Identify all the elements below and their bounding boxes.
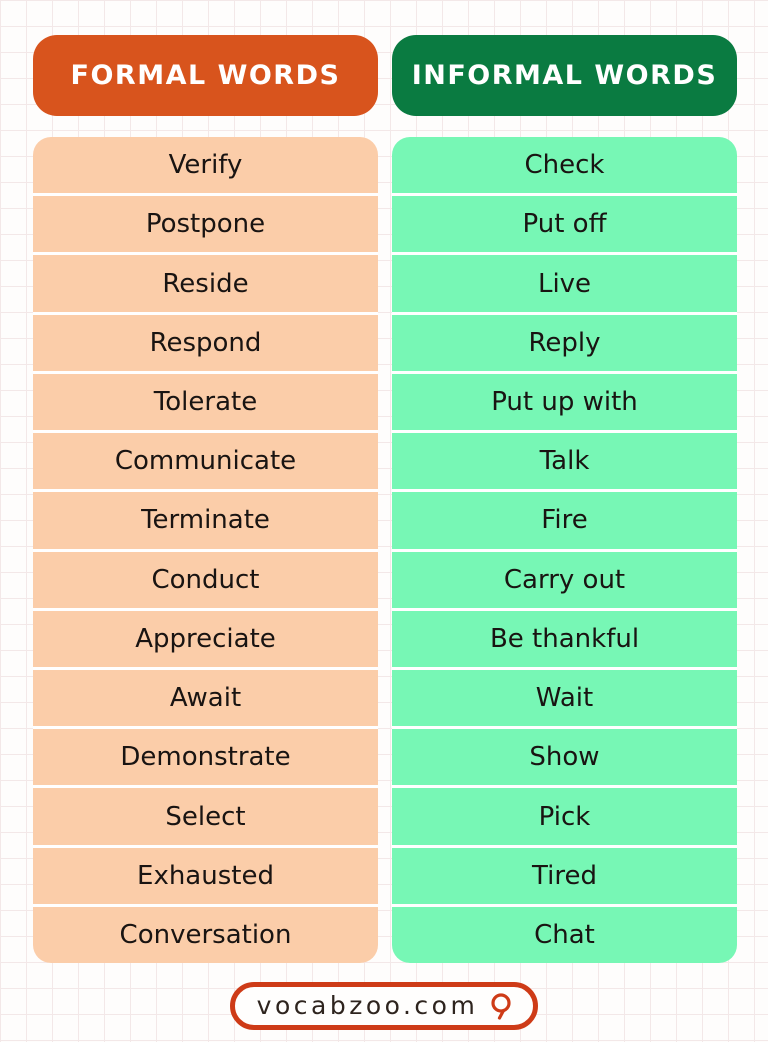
informal-word-cell: Reply bbox=[392, 315, 737, 371]
formal-word-cell: Respond bbox=[33, 315, 378, 371]
informal-words-header: INFORMAL WORDS bbox=[392, 35, 737, 116]
informal-word-cell: Show bbox=[392, 729, 737, 785]
informal-word-cell: Tired bbox=[392, 848, 737, 904]
informal-words-column bbox=[392, 137, 737, 963]
informal-word-cell: Pick bbox=[392, 788, 737, 844]
formal-word-cell: Terminate bbox=[33, 492, 378, 548]
informal-word-cell: Talk bbox=[392, 433, 737, 489]
formal-words-column bbox=[33, 137, 378, 963]
informal-word-cell: Put off bbox=[392, 196, 737, 252]
formal-word-cell: Select bbox=[33, 788, 378, 844]
informal-word-cell: Check bbox=[392, 137, 737, 193]
formal-word-cell: Exhausted bbox=[33, 848, 378, 904]
formal-word-cell: Demonstrate bbox=[33, 729, 378, 785]
formal-words-header: FORMAL WORDS bbox=[33, 35, 378, 116]
informal-word-cell: Fire bbox=[392, 492, 737, 548]
informal-word-cell: Chat bbox=[392, 907, 737, 963]
website-url: vocabzoo.com bbox=[256, 990, 479, 1020]
formal-word-cell: Tolerate bbox=[33, 374, 378, 430]
informal-word-cell: Wait bbox=[392, 670, 737, 726]
formal-word-cell: Await bbox=[33, 670, 378, 726]
informal-word-cell: Carry out bbox=[392, 552, 737, 608]
website-link[interactable] bbox=[230, 982, 539, 1030]
formal-word-cell: Appreciate bbox=[33, 611, 378, 667]
footer bbox=[0, 982, 768, 1030]
formal-word-cell: Verify bbox=[33, 137, 378, 193]
formal-word-cell: Communicate bbox=[33, 433, 378, 489]
formal-word-cell: Conduct bbox=[33, 552, 378, 608]
formal-word-cell: Reside bbox=[33, 255, 378, 311]
formal-word-cell: Conversation bbox=[33, 907, 378, 963]
informal-word-cell: Put up with bbox=[392, 374, 737, 430]
formal-word-cell: Postpone bbox=[33, 196, 378, 252]
search-icon bbox=[487, 991, 517, 1021]
informal-word-cell: Be thankful bbox=[392, 611, 737, 667]
header-row bbox=[0, 0, 768, 116]
informal-word-cell: Live bbox=[392, 255, 737, 311]
word-table bbox=[0, 116, 768, 963]
